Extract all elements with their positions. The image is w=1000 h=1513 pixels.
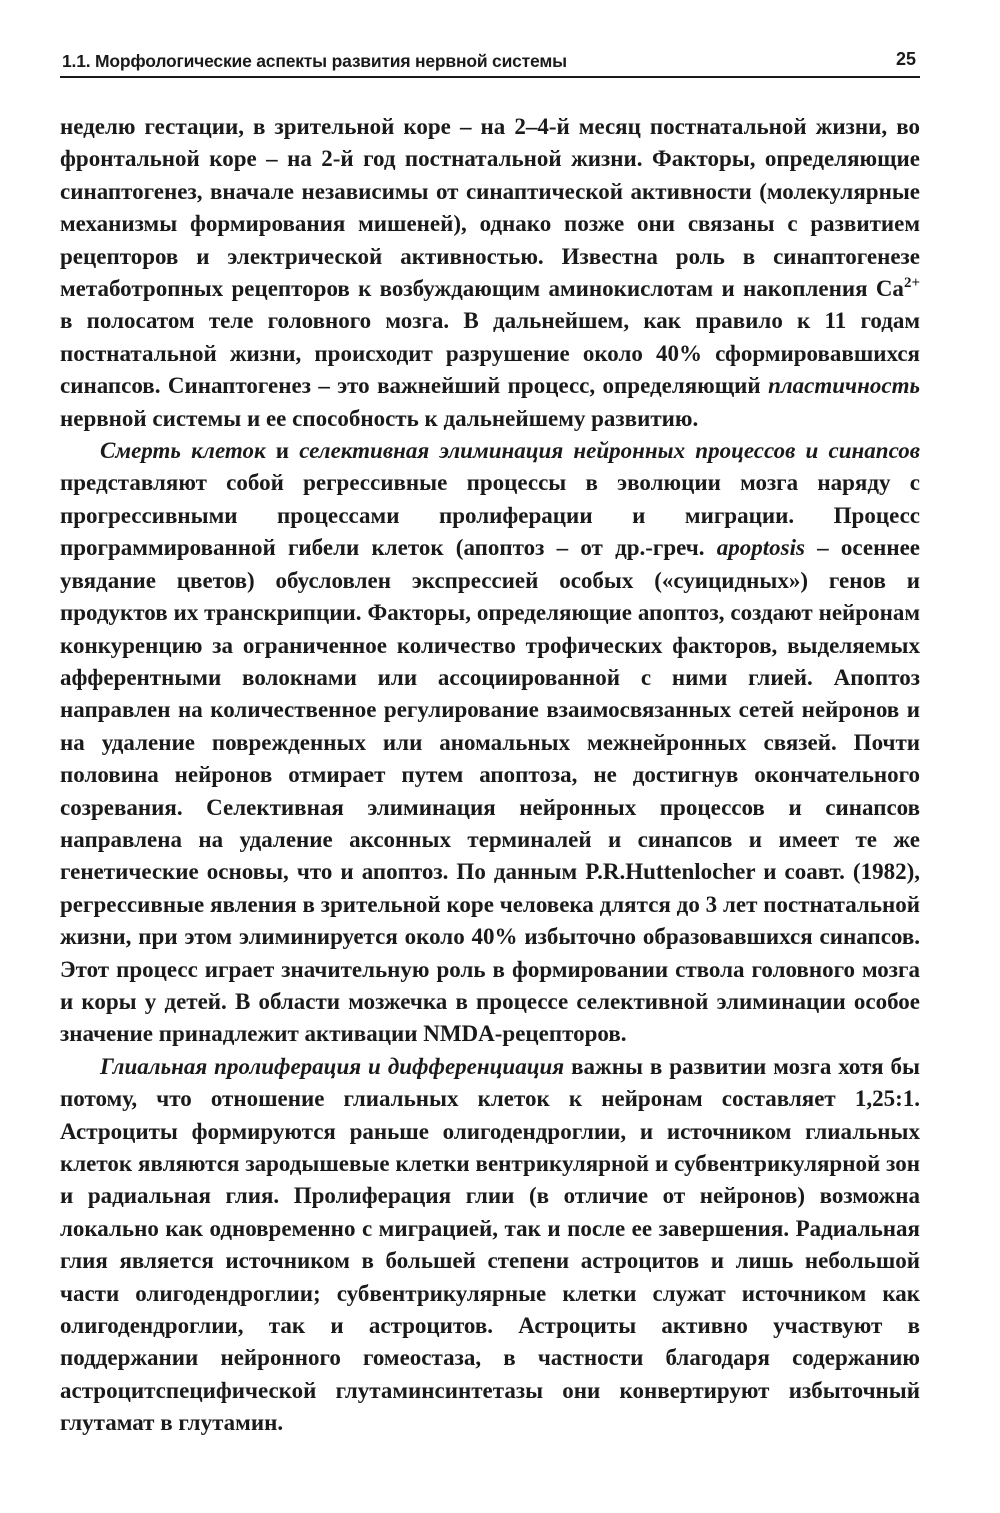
emphasis-term: селективная элиминация нейронных процессов и синапсов [299, 438, 920, 464]
text-run: неделю гестации, в зрительной коре – на 2–4-й месяц постнатальной жизни, во фронтальной коре – на 2-й год постнатальной жизни. Факторы, определяющие синаптогенез, вначале независимы от синаптической активности (молекулярные механизмы формирования мишеней), однако позже они связаны с развитием рецепторов и электрической активностью. Известна роль в синаптогенезе метаботропных рецепторов к возбуждающим аминокислотам и накопления Ca [60, 114, 920, 302]
text-run: представляют собой регрессивные процессы в эволюции мозга наряду с прогрессивными процессами пролиферации и миграции. Процесс программированной гибели клеток (апоптоз – от др.-греч. [60, 470, 920, 561]
text-run: – осеннее увядание цветов) обусловлен экспрессией особых («суицидных») генов и продуктов их транскрипции. Факторы, определяющие апоптоз, создают нейронам конкуренцию за ограниченное количество трофических факторов, выделяемых афферентными волокнами или ассоциированной с ними глией. Апоптоз направлен на количественное регулирование взаимосвязанных сетей нейронов и на удаление поврежденных или аномальных межнейронных связей. Почти половина нейронов отмирает путем апоптоза, не достигнув окончательного созревания. Селективная элиминация нейронных процессов и синапсов направлена на удаление аксонных терминалей и синапсов и имеет те же генетические основы, что и апоптоз. По данным P.R.Huttenlocher и соавт. (1982), регрессивные явления в зрительной коре человека длятся до 3 лет постнатальной жизни, при этом элиминируется около 40% избыточно образовавшихся синапсов. Этот процесс играет значительную роль в формировании ствола головного мозга и коры у детей. В области мозжечка в процессе селективной элиминации особое значение принадлежит активации NMDA-рецепторов. [60, 535, 920, 1047]
page-number: 25 [895, 49, 916, 69]
emphasis-term: Смерть клеток [100, 438, 266, 464]
emphasis-term: apoptosis [716, 535, 805, 561]
body-text [60, 111, 920, 1440]
paragraph-cell-death [60, 435, 920, 1051]
emphasis-term: Глиальная пролиферация и дифференциация [100, 1053, 565, 1079]
text-run: важны в развитии мозга хотя бы потому, что отношение глиальных клеток к нейронам составляет 1,25:1. Астроциты формируются раньше олигодендроглии, и источником глиальных клеток являются зародышевые клетки вентрикулярной и субвентрикулярной зон и радиальная глия. Пролиферация глии (в отличие от нейронов) возможна локально как одновременно с миграцией, так и после ее завершения. Радиальная глия является источником в большей степени астроцитов и лишь небольшой части олигодендроглии; субвентрикулярные клетки служат источником как олигодендроглии, так и астроцитов. Астроциты активно участвуют в поддержании нейронного гомеостаза, в частности благодаря содержанию астроцитспецифической глутаминсинтетазы они конвертируют избыточный глутамат в глутамин. [60, 1053, 920, 1436]
emphasis-term: пластичность [768, 373, 920, 399]
paragraph-glial-proliferation [60, 1051, 920, 1440]
text-run: и [265, 438, 300, 464]
paragraph-synaptogenesis [60, 111, 920, 435]
section-title: 1.1. Морфологические аспекты развития нервной системы [62, 51, 567, 71]
text-run: в полосатом теле головного мозга. В дальнейшем, как правило к 11 годам постнатальной жизни, происходит разрушение около 40% сформировавшихся синапсов. Синаптогенез – это важнейший процесс, определяющий [60, 308, 920, 399]
superscript-charge: 2+ [903, 275, 920, 292]
text-run: нервной системы и ее способность к дальнейшему развитию. [60, 405, 699, 431]
running-header [60, 46, 920, 78]
